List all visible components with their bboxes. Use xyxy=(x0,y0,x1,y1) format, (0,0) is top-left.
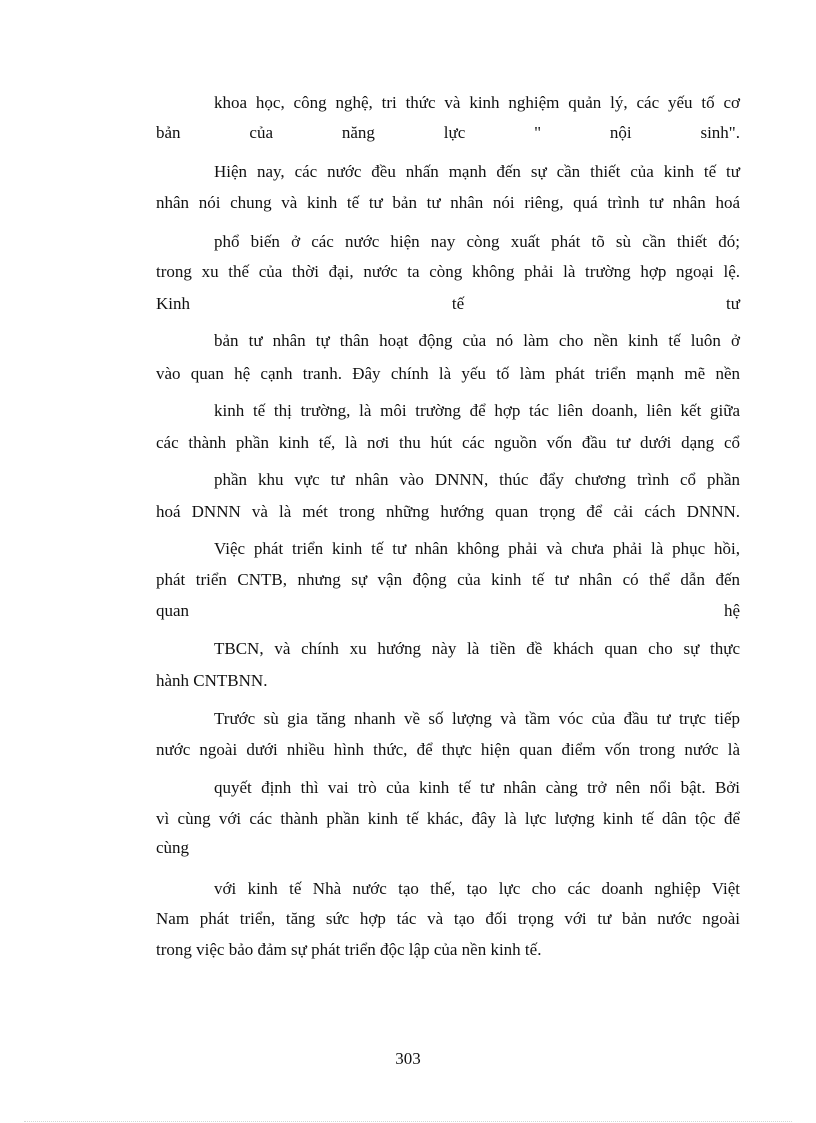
text-line: phổ biến ở các nước hiện nay còng xuất phát tõ sù cần thiết đó; xyxy=(214,232,740,251)
text-line: quyết định thì vai trò của kinh tế tư nhân càng trở nên nổi bật. Bởi xyxy=(214,778,740,797)
text-line: Nam phát triển, tăng sức hợp tác và tạo đối trọng với tư bản nước ngoài xyxy=(156,909,740,928)
text-line: nhân nói chung và kinh tế tư bản tư nhân nói riêng, quá trình tư nhân hoá xyxy=(156,193,740,212)
text-line: trong xu thế của thời đại, nước ta còng không phải là trường hợp ngoại lệ. xyxy=(156,262,740,281)
text-line: TBCN, và chính xu hướng này là tiền đề khách quan cho sự thực xyxy=(214,639,740,658)
text-line: phần khu vực tư nhân vào DNNN, thúc đẩy chương trình cổ phần xyxy=(214,470,740,489)
text-line: hoá DNNN và là mét trong những hướng quan trọng để cải cách DNNN. xyxy=(156,502,740,521)
text-line: bản tư nhân tự thân hoạt động của nó làm cho nền kinh tế luôn ở xyxy=(214,331,740,350)
text-line: trong việc bảo đảm sự phát triển độc lập của nền kinh tế. xyxy=(156,940,542,959)
text-line: vào quan hệ cạnh tranh. Đây chính là yếu tố làm phát triển mạnh mẽ nền xyxy=(156,364,740,383)
text-line: vì cùng với các thành phần kinh tế khác, đây là lực lượng kinh tế dân tộc để xyxy=(156,809,740,828)
text-line: kinh tế thị trường, là môi trường để hợp tác liên doanh, liên kết giữa xyxy=(214,401,740,420)
text-line: Trước sù gia tăng nhanh về số lượng và tầm vóc của đầu tư trực tiếp xyxy=(214,709,740,728)
text-line: Kinh tế tư xyxy=(156,294,740,313)
text-line: Hiện nay, các nước đều nhấn mạnh đến sự cần thiết của kinh tế tư xyxy=(214,162,740,181)
text-line: nước ngoài dưới nhiều hình thức, để thực hiện quan điểm vốn trong nước là xyxy=(156,740,740,759)
text-line: các thành phần kinh tế, là nơi thu hút các nguồn vốn đầu tư dưới dạng cổ xyxy=(156,433,740,452)
text-line: quan hệ xyxy=(156,601,740,620)
text-line: cùng xyxy=(156,838,190,857)
text-line: khoa học, công nghệ, tri thức và kinh nghiệm quản lý, các yếu tố cơ xyxy=(214,93,740,112)
text-line: bản của năng lực " nội sinh". xyxy=(156,123,740,142)
text-line: với kinh tế Nhà nước tạo thế, tạo lực cho các doanh nghiệp Việt xyxy=(214,879,740,898)
page-number: 303 xyxy=(395,1049,421,1068)
text-line: phát triển CNTB, nhưng sự vận động của kinh tế tư nhân có thể dẫn đến xyxy=(156,570,740,589)
footer-divider xyxy=(24,1121,792,1122)
text-line: hành CNTBNN. xyxy=(156,671,268,690)
text-line: Việc phát triển kinh tế tư nhân không phải và chưa phải là phục hồi, xyxy=(214,539,740,558)
